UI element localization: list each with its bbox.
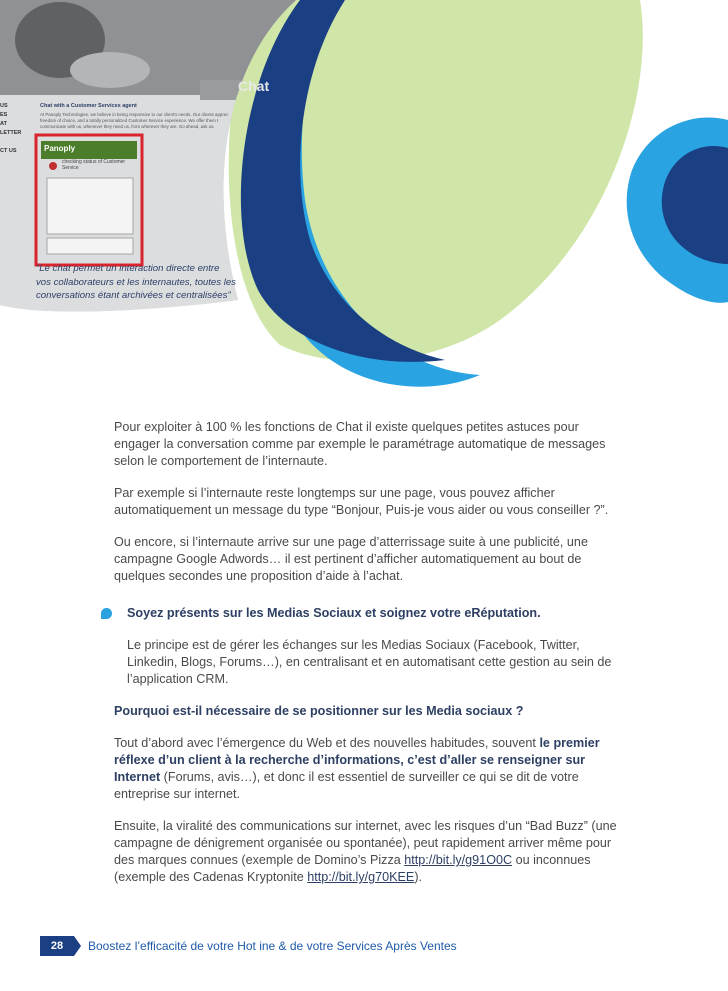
paragraph-5-text1: Ensuite, la viralité des communications sur internet, avec les risques d’un “Bad Buzz” (une campagne de dénigrement organisée ou spontanée), peut rapidement arriver même pour des marques connues (exemple de Domino’s Pizza (114, 819, 617, 867)
main-body (114, 419, 624, 901)
paragraph-1: Pour exploiter à 100 % les fonctions de Chat il existe quelques petites astuces pour engager la conversation comme par exemple le paramétrage automatique de messages selon le comportement de l’internaute. (114, 420, 606, 468)
paragraph-4 (114, 735, 624, 803)
widget-status: checking status of Customer Service (62, 159, 126, 171)
photo-nav-item: LETTER (0, 130, 22, 136)
page-number: 28 (40, 936, 74, 956)
paragraph-5 (114, 818, 624, 886)
paragraph-5-text3: ). (414, 870, 423, 884)
photo-nav-item: AT (0, 121, 7, 127)
bullet-title: Soyez présents sur les Medias Sociaux et soignez votre eRéputation. (127, 606, 541, 620)
photo-banner: Chat (238, 78, 270, 94)
kryptonite-link[interactable]: http://bit.ly/g70KEE (307, 870, 415, 884)
photo-nav-item: US (0, 103, 8, 109)
footer-title: Boostez l’efficacité de votre Hot ine & de votre Services Après Ventes (88, 939, 457, 953)
paragraph-3: Ou encore, si l’internaute arrive sur une page d’atterrissage suite à une publicité, une campagne Google Adwords… il est pertinent d’afficher automatiquement au bout de quelques secondes une proposition d’aide à l’achat. (114, 535, 588, 583)
paragraph-4-rest: (Forums, avis…), et donc il est essentiel de surveiller ce qui se dit de votre entreprise sur internet. (114, 770, 579, 801)
paragraph-4-intro: Tout d’abord avec l’émergence du Web et des nouvelles habitudes, souvent (114, 736, 540, 750)
paragraph-2: Par exemple si l’internaute reste longtemps sur une page, vous pouvez afficher automatiquement un message du type “Bonjour, Puis-je vous aider ou vous conseiller ?”. (114, 486, 609, 517)
photo-chat-title: Chat with a Customer Services agent (40, 103, 137, 109)
photo-chat-intro: At Panoply Technologies, we believe in being responsive to our client's needs. Our clients apprec freedom of choice, and a totally personalized Customer Service experience. We offer them t communicate with us, whenever they need us, from wherever they are. Go ahead, ask us. (40, 112, 229, 129)
photo-nav-item: ES (0, 112, 8, 118)
footer (40, 936, 457, 956)
bullet-icon (101, 608, 112, 619)
paragraph-5-text2: ou inconnues (exemple des Cadenas Kryptonite (114, 853, 591, 884)
chat-quote: “Le chat permet un interaction directe entre vos collaborateurs et les internautes, toutes les conversations étant archivées et centralisées” (36, 263, 236, 301)
dominos-link[interactable]: http://bit.ly/g91O0C (404, 853, 513, 867)
widget-brand: Panoply (44, 144, 76, 153)
photo-nav-item: CT US (0, 148, 17, 154)
section-heading: Pourquoi est-il nécessaire de se positionner sur les Media sociaux ? (114, 704, 524, 718)
paragraph-4-bold: le premier réflexe d’un client à la recherche d’informations, c’est d’aller se renseigner sur Internet (114, 736, 600, 784)
bullet-body: Le principe est de gérer les échanges sur les Medias Sociaux (Facebook, Twitter, Linkedin, Blogs, Forums…), en centralisant et en automatisant cette gestion au sein de l’application CRM. (127, 638, 612, 686)
social-media-bullet (114, 605, 624, 688)
photo-nav (0, 102, 40, 156)
